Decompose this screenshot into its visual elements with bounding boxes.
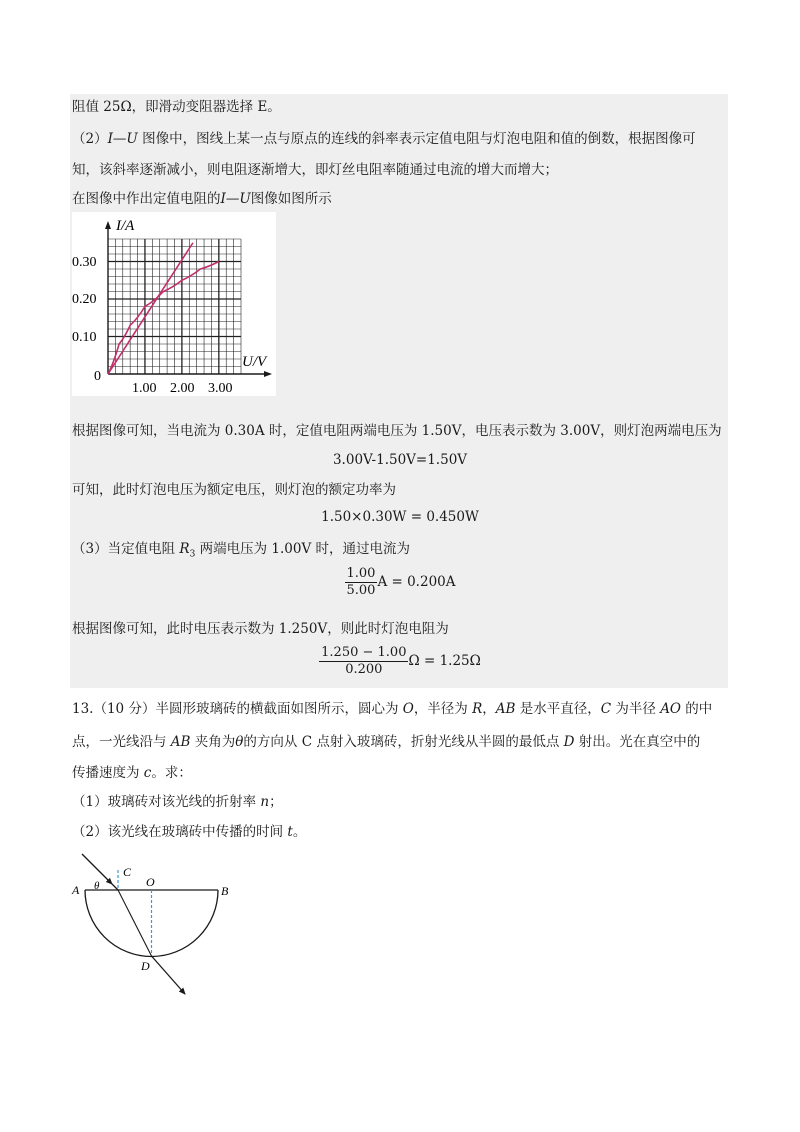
incident-ray-tail	[112, 884, 118, 890]
point-a-label: A	[72, 883, 80, 897]
refracted-ray	[118, 890, 152, 956]
point-b-label: B	[221, 884, 229, 898]
x-tick-label: 2.00	[170, 381, 195, 396]
solution-part2-after2: 可知，此时灯泡电压为额定电压，则灯泡的额定功率为	[72, 482, 396, 498]
problem13-line1: 13.（10 分）半圆形玻璃砖的横截面如图所示，圆心为 O，半径为 R，AB 是水平直径，C 为半径 AO 的中	[72, 701, 713, 717]
solution-part2-line2: 知，该斜率逐渐减小，则电阻逐渐增大，即灯丝电阻率随通过电流的增大而增大；	[72, 162, 558, 178]
y-tick-label: 0.20	[72, 292, 97, 307]
equation-1: 3.00V-1.50V=1.50V	[332, 452, 468, 468]
solution-part3-line1: （3）当定值电阻 $R_3$ 两端电压为 1.00V 时，通过电流为	[72, 541, 410, 560]
solution-part2-after1: 根据图像可知，当电流为 0.30A 时，定值电阻两端电压为 1.50V，电压表示数为 3.00V，则灯泡两端电压为	[72, 423, 722, 439]
solution-part3-after: 根据图像可知，此时电压表示数为 1.250V，则此时灯泡电阻为	[72, 621, 449, 637]
problem13-line3: 传播速度为 c。求：	[72, 765, 192, 781]
solution-part2-line3: 在图像中作出定值电阻的I—U图像如图所示	[72, 191, 332, 207]
x-axis-label: U/V	[242, 354, 267, 370]
solution-line-1: 阻值 25Ω，即滑动变阻器选择 E。	[72, 99, 281, 115]
x-tick-label: 1.00	[132, 381, 157, 396]
point-c-label: C	[123, 865, 132, 879]
y-tick-label: 0.10	[72, 330, 97, 345]
fraction: $\frac{1.00}{5.00}$	[346, 566, 376, 598]
x-tick-label: 3.00	[208, 381, 233, 396]
theta-label: θ	[94, 880, 100, 892]
exit-ray	[152, 956, 186, 994]
y-axis-label: I/A	[116, 218, 135, 234]
equation-4: $\frac{1.250 - 1.00}{0.200}$ Ω = 1.25Ω	[321, 645, 481, 677]
equation-3: $\frac{1.00}{5.00}$ A = 0.200A	[346, 566, 456, 598]
iu-chart	[72, 212, 276, 396]
question-2: （2）该光线在玻璃砖中传播的时间 t。	[72, 824, 307, 840]
equation-2: 1.50×0.30W = 0.450W	[321, 509, 479, 525]
y-tick-label: 0.30	[72, 255, 97, 270]
point-d-label: D	[141, 959, 150, 973]
point-o-label: O	[146, 875, 155, 889]
fraction: $\frac{1.250 - 1.00}{0.200}$	[321, 645, 407, 677]
question-1: （1）玻璃砖对该光线的折射率 n；	[72, 794, 283, 810]
semicircle-diagram	[68, 848, 238, 1000]
origin-label: 0	[94, 369, 101, 384]
problem13-line2: 点，一光线沿与 AB 夹角为θ的方向从 C 点射入玻璃砖，折射光线从半圆的最低点 D 射出。光在真空中的	[72, 734, 701, 750]
solution-part2-line1: （2）I—U 图像中，图线上某一点与原点的连线的斜率表示定值电阻与灯泡电阻和值的倒数，根据图像可	[72, 131, 696, 147]
